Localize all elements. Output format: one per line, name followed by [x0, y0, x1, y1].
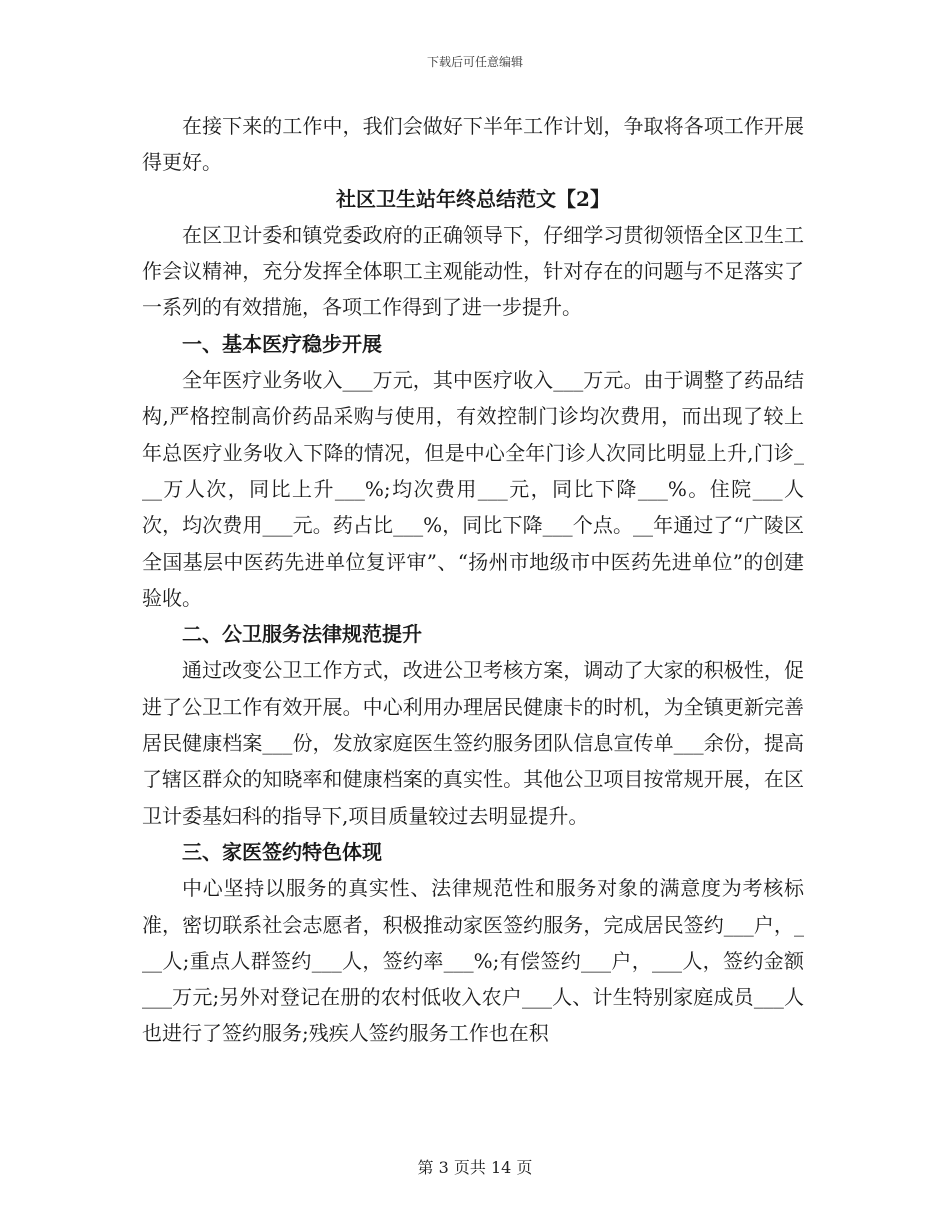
heading-basic-medical: 一、基本医疗稳步开展 [182, 331, 382, 356]
page-footer: 第 3 页共 14 页 [417, 1158, 533, 1177]
section-title: 社区卫生站年终总结范文【2】 [336, 186, 610, 211]
paragraph-2: 全年医疗业务收入___万元，其中医疗收入___万元。由于调整了药品结构,严格控制高价药品采购与使用，有效控制门诊均次费用，而出现了较上年总医疗业务收入下降的情况，但是中心全年门诊人次同比明显上升,门诊___万人次，同比上升___%;均次费用___元，同比下降___%。住院___人次，均次费用___元。药占比___%，同比下降___个点。__年通过了“广陵区全国基层中医药先进单位复评审”、“扬州市地级市中医药先进单位”的创建验收。 [142, 368, 804, 610]
heading-family-doctor: 三、家医签约特色体现 [182, 839, 382, 864]
paragraph-3: 通过改变公卫工作方式，改进公卫考核方案，调动了大家的积极性，促进了公卫工作有效开展。中心利用办理居民健康卡的时机，为全镇更新完善居民健康档案___份，发放家庭医生签约服务团队信息宣传单___余份，提高了辖区群众的知晓率和健康档案的真实性。其他公卫项目按常规开展，在区卫计委基妇科的指导下,项目质量较过去明显提升。 [142, 658, 804, 828]
intro-paragraph: 在接下来的工作中，我们会做好下半年工作计划，争取将各项工作开展得更好。 [142, 114, 804, 175]
paragraph-4: 中心坚持以服务的真实性、法律规范性和服务对象的满意度为考核标准，密切联系社会志愿者，积极推动家医签约服务，完成居民签约___户，___人;重点人群签约___人，签约率___%;有偿签约___户，___人，签约金额___万元;另外对登记在册的农村低收入农户___人、计生特别家庭成员___人也进行了签约服务;残疾人签约服务工作也在积 [142, 876, 804, 1046]
header-note: 下载后可任意编辑 [426, 55, 523, 69]
document-body [142, 108, 804, 1052]
paragraph-1: 在区卫计委和镇党委政府的正确领导下，仔细学习贯彻领悟全区卫生工作会议精神，充分发挥全体职工主观能动性，针对存在的问题与不足落实了一系列的有效措施，各项工作得到了进一步提升。 [142, 222, 804, 320]
heading-public-health: 二、公卫服务法律规范提升 [182, 622, 422, 647]
